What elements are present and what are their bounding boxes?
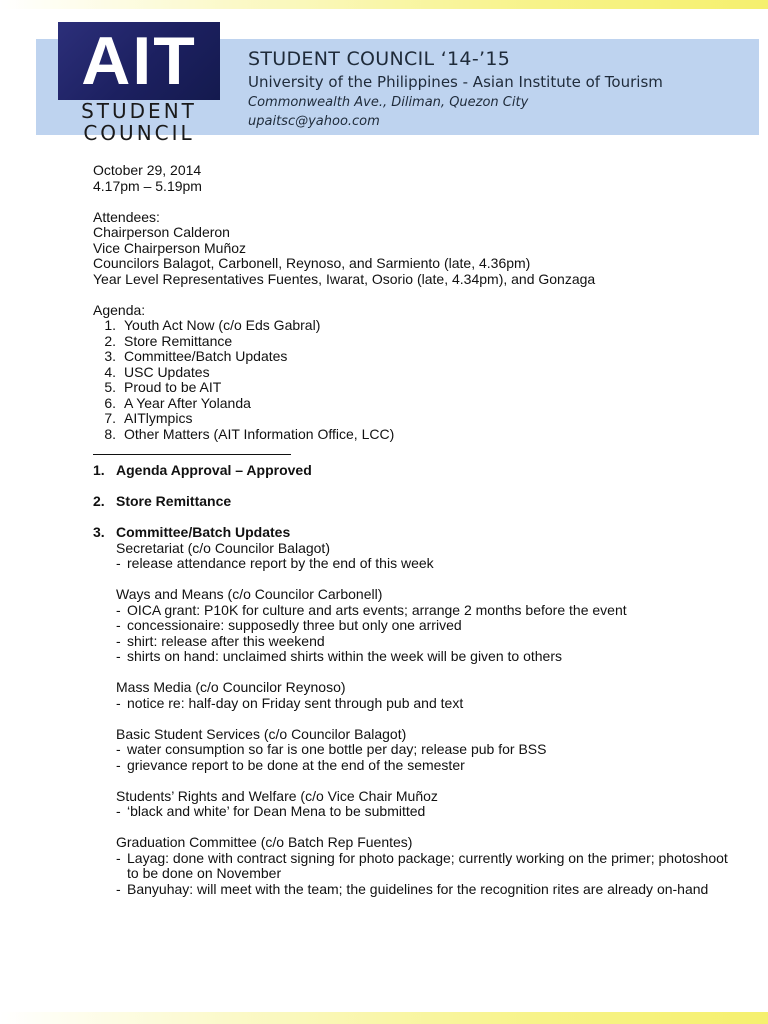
- logo-subtitle-line1: STUDENT: [81, 99, 197, 123]
- committee-graduation: [93, 835, 733, 897]
- address: Commonwealth Ave., Diliman, Quezon City: [248, 95, 529, 110]
- committee-name: Basic Student Services (c/o Councilor Balagot): [116, 725, 407, 742]
- top-decorative-stripe: [0, 0, 768, 9]
- agenda-item: 3. Committee/Batch Updates: [104, 348, 288, 364]
- attendee-line: Year Level Representatives Fuentes, Iwarat, Osorio (late, 4.34pm), and Gonzaga: [93, 270, 596, 287]
- section-heading-committee-updates: 3. Committee/Batch Updates: [93, 524, 291, 540]
- list-item: - ‘black and white’ for Dean Mena to be submitted: [116, 803, 426, 819]
- attendee-line: Vice Chairperson Muñoz: [93, 239, 247, 256]
- section-heading-agenda-approval: 1. Agenda Approval – Approved: [93, 462, 312, 478]
- committee-name: Ways and Means (c/o Councilor Carbonell): [116, 586, 383, 602]
- list-item: - notice re: half-day on Friday sent through pub and text: [116, 694, 464, 711]
- list-item: - Banyuhay: will meet with the team; the guidelines for the recognition rites are already on-hand: [116, 880, 709, 897]
- agenda-item: 7. AITlympics: [104, 410, 193, 426]
- section-heading-store-remittance: 2. Store Remittance: [93, 493, 232, 509]
- committee-name: Secretariat (c/o Councilor Balagot): [116, 539, 330, 556]
- committee-students-rights: [93, 789, 733, 820]
- attendee-line: Chairperson Calderon: [93, 224, 230, 240]
- list-item: - water consumption so far is one bottle per day; release pub for BSS: [116, 741, 547, 757]
- council-title: STUDENT COUNCIL ‘14-’15: [248, 48, 511, 70]
- logo-subtitle-line2: COUNCIL: [83, 121, 195, 145]
- agenda-list: [93, 318, 733, 442]
- university-name: University of the Philippines - Asian Institute of Tourism: [248, 73, 663, 91]
- agenda-item: 1. Youth Act Now (c/o Eds Gabral): [104, 317, 321, 333]
- committee-name: Students’ Rights and Welfare (c/o Vice Chair Muñoz: [116, 787, 438, 804]
- agenda-item: 5. Proud to be AIT: [104, 379, 222, 395]
- agenda-item: 4. USC Updates: [104, 363, 210, 380]
- committee-name: Graduation Committee (c/o Batch Rep Fuentes): [116, 834, 413, 850]
- committee-name: Mass Media (c/o Councilor Reynoso): [116, 679, 346, 695]
- agenda-item: 6. A Year After Yolanda: [104, 394, 251, 411]
- committee-secretariat: [93, 541, 733, 572]
- logo-subtitle: [58, 100, 220, 144]
- email-address: upaitsc@yahoo.com: [248, 114, 380, 129]
- list-item: - shirts on hand: unclaimed shirts within the week will be given to others: [116, 648, 562, 664]
- agenda-item: 8. Other Matters (AIT Information Office, LCC): [104, 425, 395, 442]
- list-item: - Layag: done with contract signing for photo package; currently working on the primer; photoshoot to be done on November: [116, 849, 728, 881]
- separator-line: [93, 442, 291, 455]
- committee-mass-media: [93, 680, 733, 711]
- attendee-line: Councilors Balagot, Carbonell, Reynoso, and Sarmiento (late, 4.36pm): [93, 255, 531, 271]
- list-item: - shirt: release after this weekend: [116, 632, 325, 649]
- agenda-item: 2. Store Remittance: [104, 332, 233, 349]
- committee-ways-and-means: [93, 587, 733, 665]
- list-item: - release attendance report by the end of this week: [116, 555, 434, 571]
- agenda-heading: Agenda:: [93, 301, 146, 318]
- letterhead-text: [248, 46, 663, 131]
- list-item: - grievance report to be done at the end of the semester: [116, 756, 465, 773]
- meeting-date: October 29, 2014: [93, 162, 202, 178]
- attendees-heading: Attendees:: [93, 208, 160, 225]
- committee-basic-student-services: [93, 727, 733, 774]
- minutes-body: [93, 163, 733, 897]
- list-item: - concessionaire: supposedly three but only one arrived: [116, 617, 462, 633]
- logo-ait-text: AIT: [81, 23, 197, 99]
- meeting-time: 4.17pm – 5.19pm: [93, 177, 202, 194]
- list-item: - OICA grant: P10K for culture and arts events; arrange 2 months before the event: [116, 601, 627, 618]
- bottom-decorative-stripe: [0, 1012, 768, 1024]
